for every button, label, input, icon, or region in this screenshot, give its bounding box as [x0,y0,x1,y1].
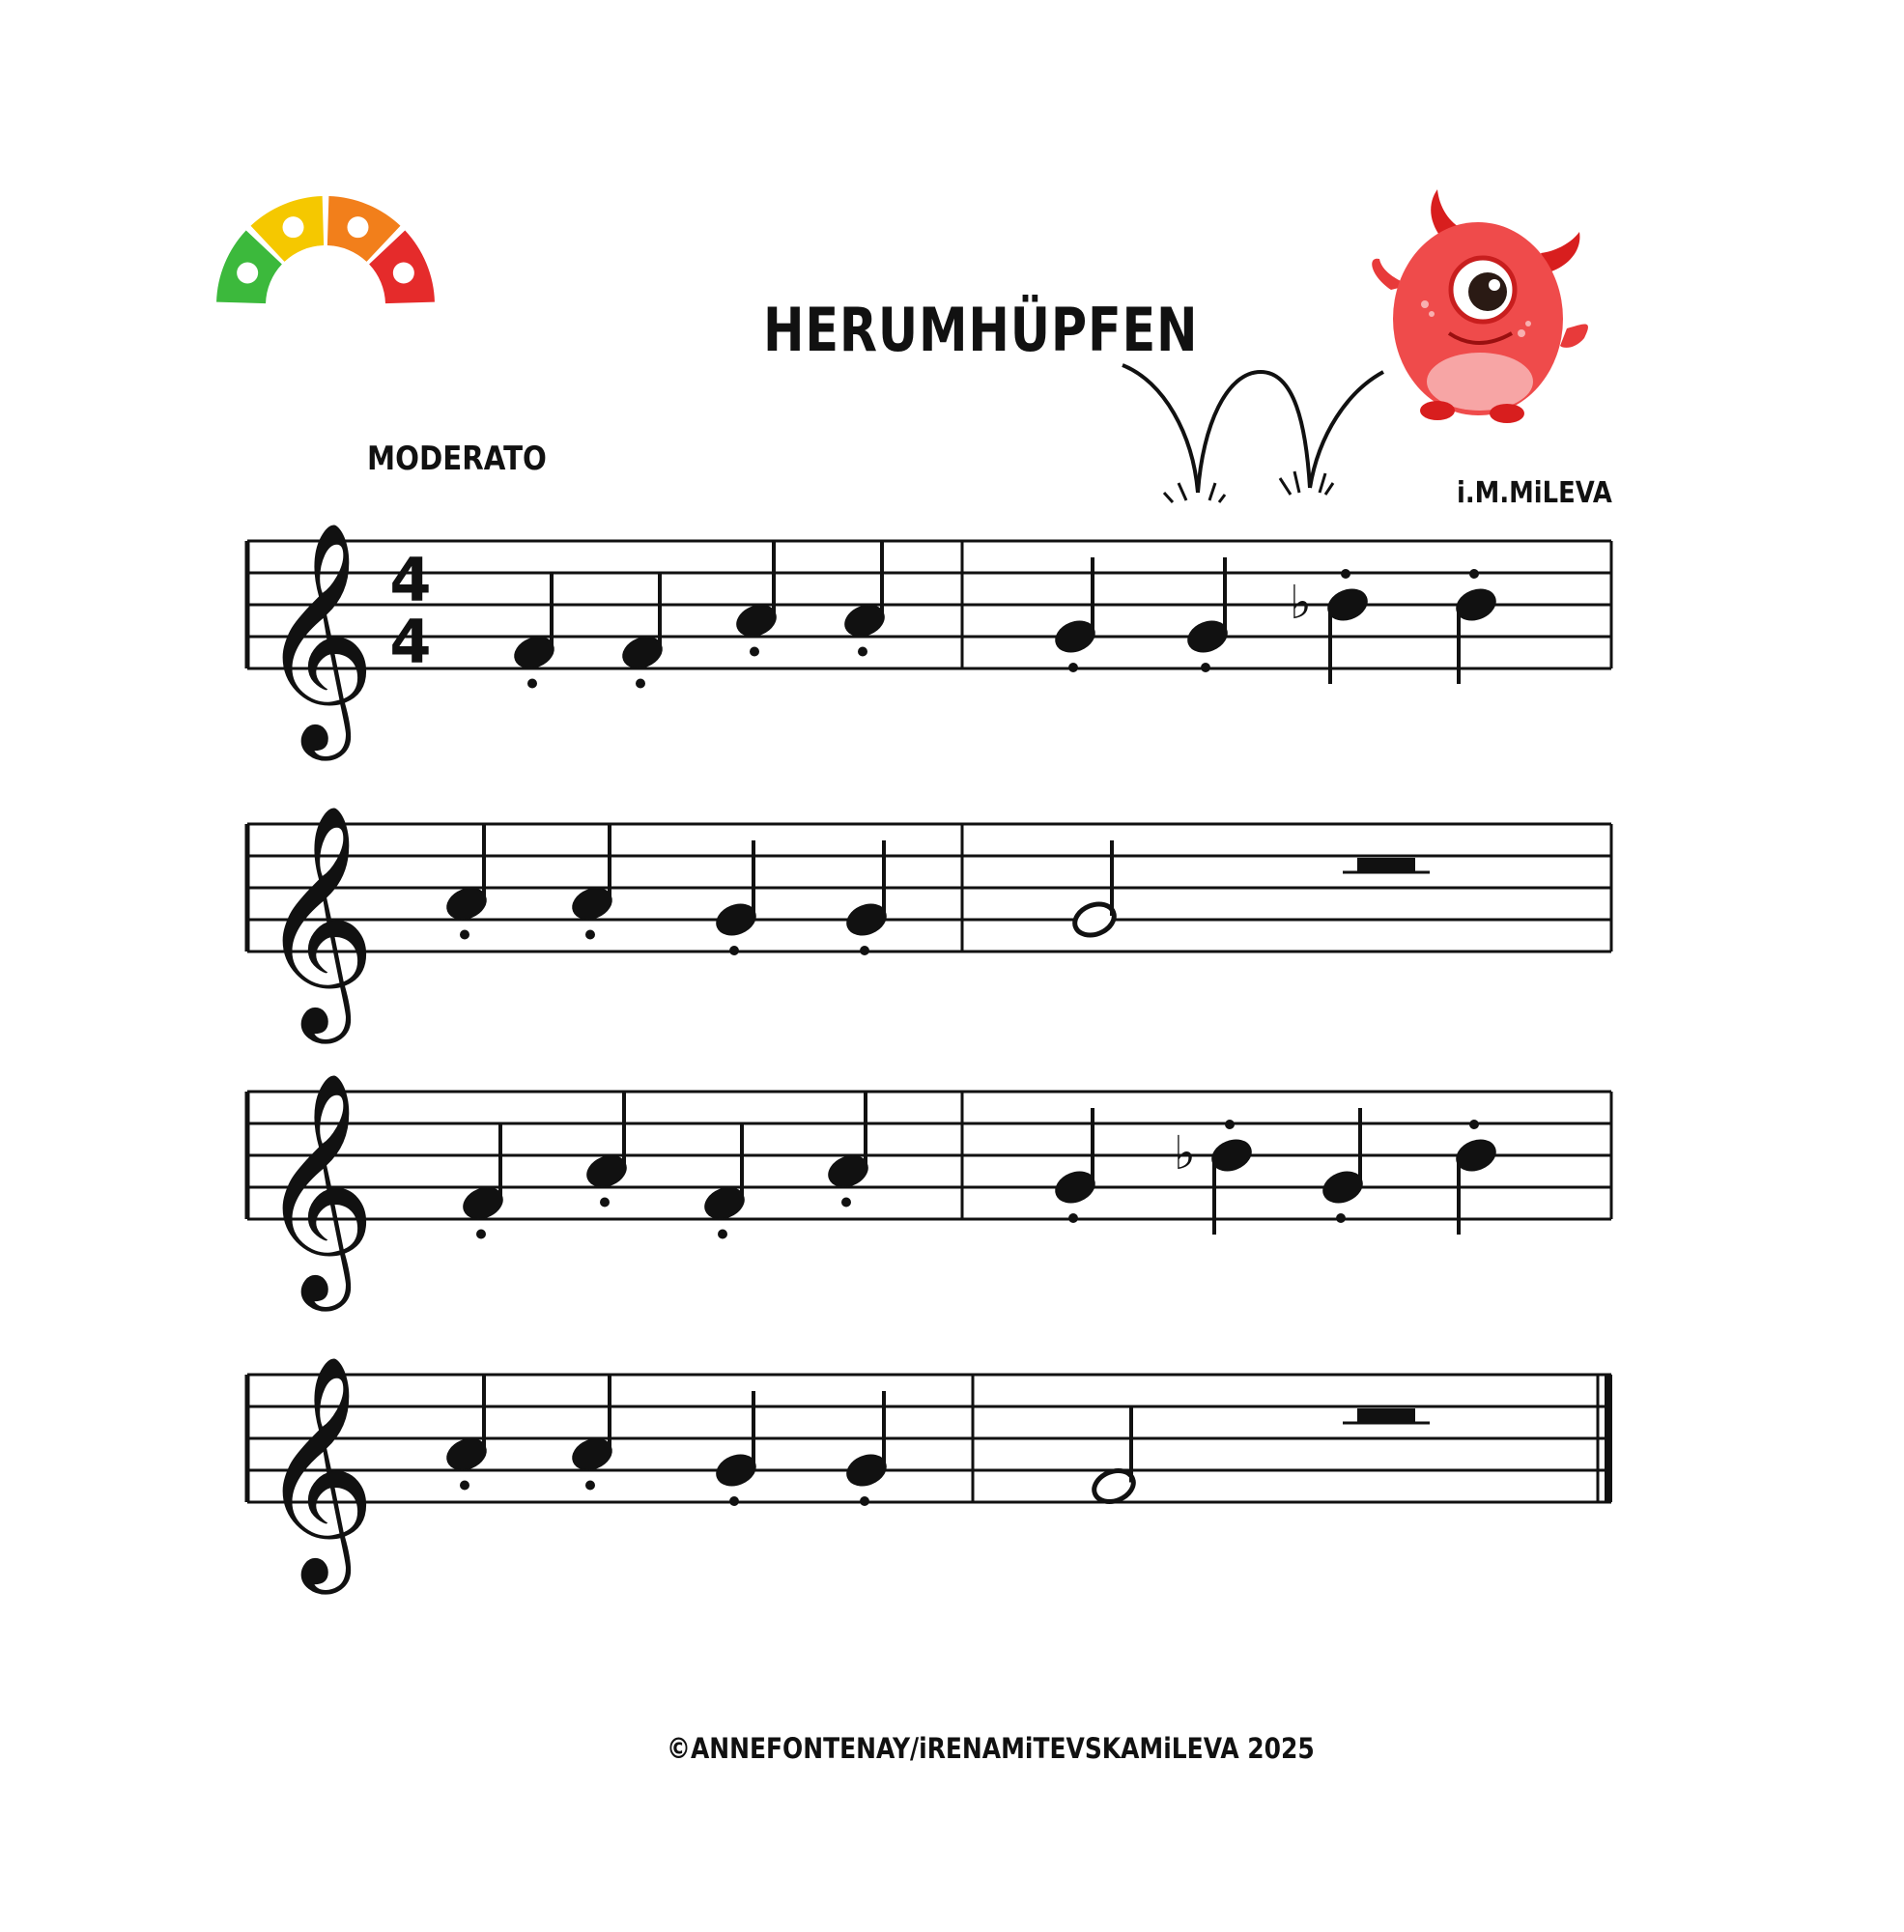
half-rest [1357,858,1415,872]
staccato-dot [600,1198,610,1208]
staccato-dot [1068,1213,1078,1223]
staccato-dot [1336,1213,1346,1223]
half-rest [1357,1408,1415,1423]
staccato-dot [1068,663,1078,672]
composer-credit: i.M.MiLEVA [1457,476,1612,510]
flat-sign: ♭ [1290,576,1312,630]
score [247,521,1611,1595]
staccato-dot [841,1198,851,1208]
staccato-dot [718,1230,727,1239]
difficulty-dot [283,216,304,238]
tempo-marking: MODERATO [367,440,547,478]
time-signature-bottom: 4 [389,607,432,677]
jump-arc-icon [1310,372,1383,488]
staccato-dot [860,1496,869,1506]
song-title: HERUMHÜPFEN [763,295,1199,365]
staccato-dot [527,679,537,689]
difficulty-dot [237,263,258,284]
flat-sign: ♭ [1174,1126,1196,1180]
copyright-notice: ©ANNEFONTENAY/iRENAMiTEVSKAMiLEVA 2025 [667,1732,1315,1765]
staccato-dot [729,946,739,955]
staccato-dot [636,679,645,689]
staccato-dot [585,930,595,940]
staccato-dot [1469,569,1479,579]
staccato-dot [460,930,469,940]
staccato-dot [729,1496,739,1506]
jump-arc-icon [1123,365,1198,493]
treble-clef-icon: 𝄞 [259,521,377,751]
staccato-dot [460,1481,469,1491]
staccato-dot [1225,1120,1235,1129]
staccato-dot [1201,663,1210,672]
treble-clef-icon: 𝄞 [259,804,377,1034]
staccato-dot [476,1230,486,1239]
jump-arc-icon [1198,372,1310,493]
staccato-dot [585,1481,595,1491]
difficulty-dot [393,263,414,284]
treble-clef-icon: 𝄞 [259,1071,377,1301]
staccato-dot [860,946,869,955]
time-signature-top: 4 [389,545,432,615]
difficulty-dot [347,216,368,238]
staccato-dot [1469,1120,1479,1129]
staccato-dot [750,647,759,657]
staccato-dot [858,647,867,657]
treble-clef-icon: 𝄞 [259,1354,377,1584]
difficulty-meter-icon [216,196,435,303]
staccato-dot [1341,569,1350,579]
